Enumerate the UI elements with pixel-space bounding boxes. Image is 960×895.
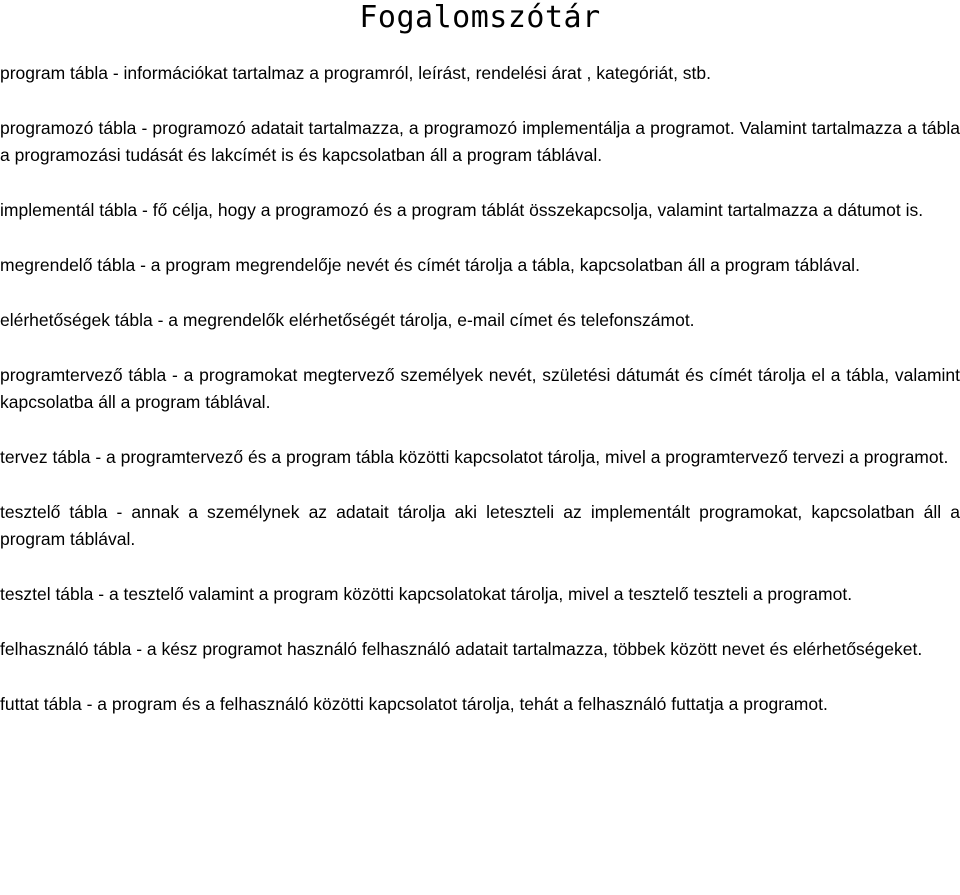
glossary-entry-elerhetosegek: elérhetőségek tábla - a megrendelők elérhetőségét tárolja, e-mail címet és telefonszámot. [0, 310, 695, 330]
glossary-entry-programozo: programozó tábla - programozó adatait tartalmazza, a programozó implementálja a programot. Valamint tartalmazza a tábla a programozási tudását és lakcímét is és kapcsolatban áll a program táblával. [0, 118, 960, 165]
glossary-entry-tesztelo: tesztelő tábla - annak a személynek az adatait tárolja aki leteszteli az implementált programokat, kapcsolatban áll a program táblával. [0, 502, 960, 549]
glossary-entry-tesztel: tesztel tábla - a tesztelő valamint a program közötti kapcsolatokat tárolja, mivel a tesztelő teszteli a programot. [0, 584, 853, 604]
glossary-entry-tervez: tervez tábla - a programtervező és a program tábla közötti kapcsolatot tárolja, mivel a programtervező tervezi a programot. [0, 447, 949, 467]
glossary-entry-program: program tábla - információkat tartalmaz a programról, leírást, rendelési árat , kategóriát, stb. [0, 63, 711, 83]
glossary-entry-felhasznalo: felhasználó tábla - a kész programot használó felhasználó adatait tartalmazza, többek között nevet és elérhetőségeket. [0, 639, 923, 659]
glossary-entry-futtat: futtat tábla - a program és a felhasználó közötti kapcsolatot tárolja, tehát a felhasználó futtatja a programot. [0, 694, 828, 714]
glossary-entry-programtervezo: programtervező tábla - a programokat megtervező személyek nevét, születési dátumát és címét tárolja el a tábla, valamint kapcsolatba áll a program táblával. [0, 365, 960, 412]
glossary-entry-megrendelo: megrendelő tábla - a program megrendelője nevét és címét tárolja a tábla, kapcsolatban áll a program táblával. [0, 255, 860, 275]
glossary-entry-implemental: implementál tábla - fő célja, hogy a programozó és a program táblát összekapcsolja, valamint tartalmazza a dátumot is. [0, 200, 924, 220]
glossary-list [0, 60, 960, 718]
page-title: Fogalomszótár [359, 0, 601, 35]
